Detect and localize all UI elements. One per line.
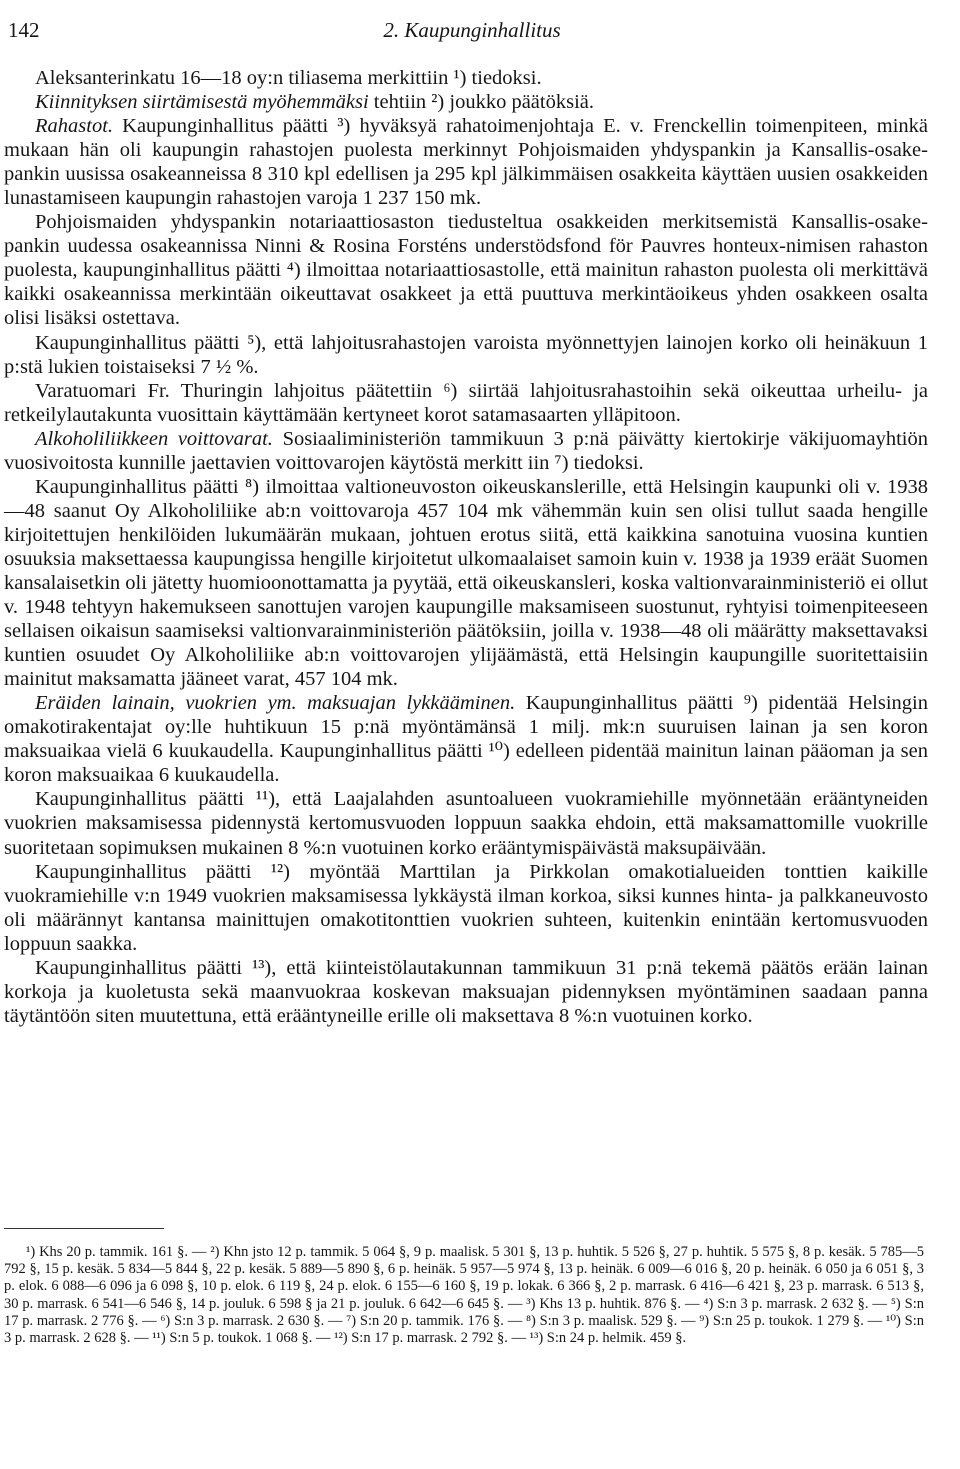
paragraph bbox=[4, 331, 928, 379]
paragraph bbox=[4, 90, 928, 114]
paragraph bbox=[4, 691, 928, 787]
paragraph bbox=[4, 956, 928, 1028]
paragraph bbox=[4, 787, 928, 859]
paragraph-lead: Eräiden lainain, vuokrien ym. maksuajan lykkääminen. bbox=[35, 692, 516, 715]
footnote-text: ¹) Khs 20 p. tammik. 161 §. — ²) Khn jsto 12 p. tammik. 5 064 §, 9 p. maalisk. 5 301 §, 13 p. huhtik. 5 526 §, 27 p. huhtik. 5 575 §, 8 p. kesäk. 5 785—5 792 §, 15 p. kesäk. 5 834—5 844 §, 22 p. kesäk. 5 889—5 890 §, 6 p. heinäk. 5 957—5 974 §, 13 p. heinäk. 6 009—6 016 §, 20 p. heinäk. 6 050 ja 6 051 §, 3 p. elok. 6 088—6 096 ja 6 098 §, 10 p. elok. 6 119 §, 24 p. elok. 6 155—6 160 §, 19 p. lokak. 6 366 §, 2 p. marrask. 6 416—6 421 §, 23 p. marrask. 6 513 §, 30 p. marrask. 6 541—6 546 §, 14 p. jouluk. 6 598 § ja 21 p. jouluk. 6 642—6 645 §. — ³) Khs 13 p. huhtik. 876 §. — ⁴) S:n 3 p. marrask. 2 632 §. — ⁵) S:n 17 p. marrask. 2 776 §. — ⁶) S:n 3 p. marrask. 2 630 §. — ⁷) S:n 20 p. tammik. 176 §. — ⁸) S:n 3 p. maalisk. 529 §. — ⁹) S:n 25 p. toukok. 1 279 §. — ¹⁰) S:n 3 p. marrask. 2 628 §. — ¹¹) S:n 5 p. toukok. 1 068 §. — ¹²) S:n 17 p. marrask. 2 792 §. — ¹³) S:n 24 p. helmik. 459 §. bbox=[4, 1244, 924, 1347]
body-text bbox=[4, 66, 928, 1028]
paragraph bbox=[4, 427, 928, 475]
paragraph bbox=[4, 114, 928, 210]
paragraph bbox=[4, 379, 928, 427]
paragraph bbox=[4, 66, 928, 90]
paragraph-text: Kaupunginhallitus päätti ⁹) pidentää Helsingin omakotirakentajat oy:lle huhtikuun 15 p:nä myöntämänsä 1 milj. mk:n suuruisen lainan ja sen koron maksuaikaa vielä 6 kuukaudella. Kaupunginhallitus päätti ¹⁰) edelleen pidentää mainitun lainan pääoman ja sen koron maksuaikaa 6 kuukaudella. bbox=[4, 692, 928, 787]
paragraph-lead: Rahastot. bbox=[35, 115, 114, 138]
paragraph bbox=[4, 210, 928, 330]
paragraph-text: Pohjoismaiden yhdyspankin notariaattiosaston tiedusteltua osakkeiden merkitsemistä Kansallis-osake-pankin uudessa osakeannissa Ninni & Rosina Forsténs understödsfond för Pauvres honteux-nimisen rahaston puolesta, kaupunginhallitus päätti ⁴) ilmoittaa notariaattiosastolle, että mainitun rahaston puolesta oli merkittävä kaikki osakeannissa merkintään oikeuttavat osakkeet ja että puuttuva merkintäoikeus yhden osakkeen osalta olisi lisäksi ostettava. bbox=[4, 211, 928, 330]
paragraph-text: Aleksanterinkatu 16—18 oy:n tiliasema merkittiin ¹) tiedoksi. bbox=[35, 67, 542, 89]
paragraph-text: Kaupunginhallitus päätti ⁵), että lahjoitusrahastojen varoista myönnettyjen lainojen korko oli heinäkuun 1 p:stä lukien toistaiseksi 7 ½ %. bbox=[4, 331, 928, 378]
footnote-divider bbox=[4, 1228, 164, 1229]
footnotes bbox=[4, 1244, 924, 1347]
paragraph-text: Kaupunginhallitus päätti ³) hyväksyä rahatoimenjohtaja E. v. Frenckellin toimenpiteen, minkä mukaan hän oli kaupungin rahastojen puolesta merkinnyt Pohjoismaiden yhdyspankin ja Kansallis-osake-pankin uusissa osakeanneissa 8 310 kpl edellisen ja 295 kpl jälkimmäisen osakkeita käyttäen uusien osakkeiden lunastamiseen kaupungin rahastojen varoja 1 237 150 mk. bbox=[4, 115, 928, 210]
paragraph bbox=[4, 475, 928, 691]
page-header bbox=[8, 14, 936, 50]
paragraph-lead: Kiinnityksen siirtämisestä myöhemmäksi bbox=[35, 91, 369, 114]
paragraph-text: Kaupunginhallitus päätti ¹¹), että Laajalahden asuntoalueen vuokramiehille myönnetään erääntyneiden vuokrien maksamisessa pidennystä kertomusvuoden loppuun saakka ehdoin, että maksamattomille vuokrille suoritetaan sopimuksen mukainen 8 %:n vuotuinen korko erääntymispäivästä maksupäivään. bbox=[4, 788, 928, 859]
paragraph-text: tehtiin ²) joukko päätöksiä. bbox=[368, 91, 594, 114]
page-number: 142 bbox=[8, 18, 40, 42]
paragraph-text: Kaupunginhallitus päätti ¹³), että kiinteistölautakunnan tammikuun 31 p:nä tekemä päätös erään lainan korkoja ja kuoletusta sekä maanvuokraa koskevan maksuajan pidennyksen myöntäminen saadaan panna täytäntöön siten muutettuna, että erääntyneille erille oli maksettava 8 %:n vuotuinen korko. bbox=[4, 956, 928, 1027]
paragraph-lead: Alkoholiliikkeen voittovarat. bbox=[35, 427, 273, 450]
paragraph-text: Kaupunginhallitus päätti ¹²) myöntää Marttilan ja Pirkkolan omakotialueiden tonttien kaikille vuokramiehille v:n 1949 vuokrien maksamisessa lykkäystä ilman korkoa, siksi kunnes hinta- ja palkkaneuvosto oli määrännyt kantansa mainittujen omakotitonttien vuokrien suhteen, kuitenkin enintään kertomusvuoden loppuun saakka. bbox=[4, 860, 928, 955]
paragraph-text: Sosiaaliministeriön tammikuun 3 p:nä päivätty kiertokirje väkijuomayhtiön vuosivoitosta kunnille jaettavien voittovarojen käytöstä merkitt iin ⁷) tiedoksi. bbox=[4, 427, 928, 474]
running-head: 2. Kaupunginhallitus bbox=[383, 18, 561, 42]
paragraph-text: Kaupunginhallitus päätti ⁸) ilmoittaa valtioneuvoston oikeuskanslerille, että Helsingin kaupunki oli v. 1938—48 saanut Oy Alkoholiliike ab:n voittovaroja 457 104 mk vähemmän kuin sen olisi tullut saada hengille kirjoitettujen henkilöiden lukumäärän mukaan, johtuen erotus siitä, että kaikkina sanotuina vuosina kuntien osuuksia maksettaessa kaupungissa hengille kirjoitetut ulkomaalaiset samoin kuin v. 1938 ja 1939 eräät Suomen kansalaisetkin oli jätetty huomioonottamatta ja pyytää, että oikeuskansleri, koska valtionvarainministeriö ei ollut v. 1948 tehtyyn hakemukseen sanottujen varojen kaupungille maksamiseen suostunut, ryhtyisi toimenpiteeseen sellaisen oikaisun saamiseksi valtionvarainministeriön päätöksiin, joilla v. 1938—48 oli määrätty maksettavaksi kuntien osuudet Oy Alkoholiliike ab:n voittovarojen ylijäämästä, että Helsingin kaupungille suoritettaisiin mainitut maksamatta jääneet varat, 457 104 mk. bbox=[4, 475, 928, 691]
paragraph bbox=[4, 860, 928, 956]
paragraph-text: Varatuomari Fr. Thuringin lahjoitus päätettiin ⁶) siirtää lahjoitusrahastoihin sekä oikeuttaa urheilu- ja retkeilylautakunta vuosittain käyttämään kertyneet korot satamasaarten ylläpitoon. bbox=[4, 379, 928, 426]
